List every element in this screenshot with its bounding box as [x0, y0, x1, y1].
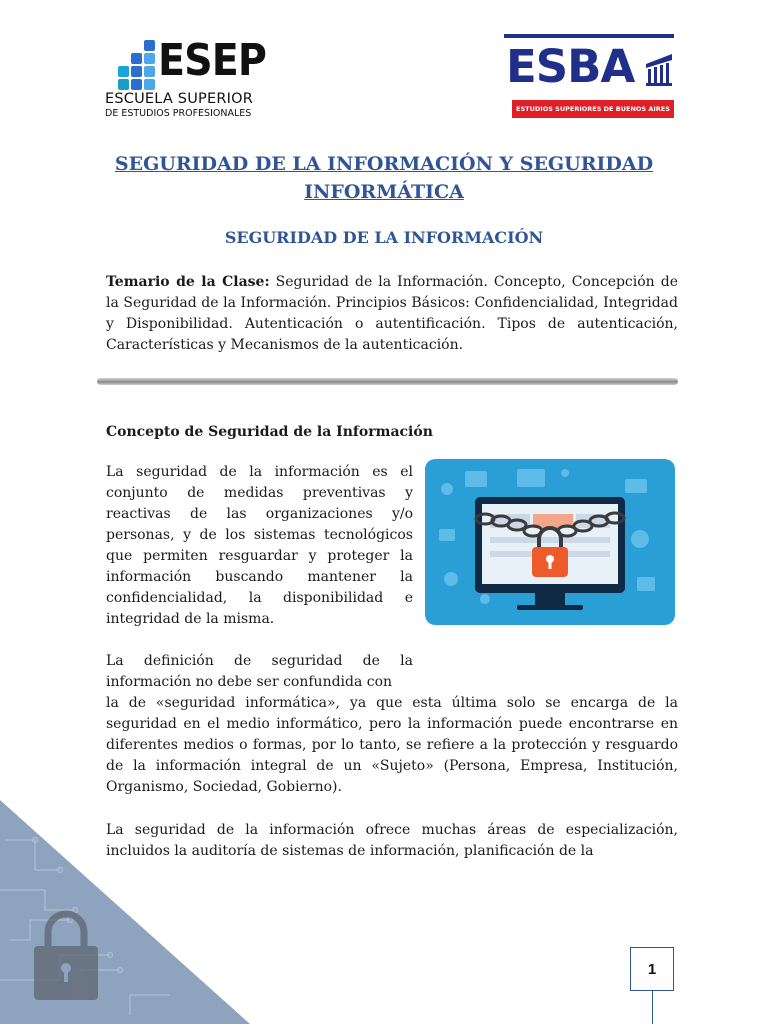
- page-number: 1: [630, 947, 674, 991]
- security-illustration: [425, 459, 675, 625]
- definition-paragraph-continued: la de «seguridad informática», ya que esta última solo se encarga de la seguridad en el medio informático, pero la información puede encontrarse en diferentes medios o formas, por lo tanto, se refiere a la protección y resguardo de la información integral de un «Sujeto» (Persona, Empresa, Institución, Organismo, Sociedad, Gobierno).: [106, 695, 678, 795]
- specialization-paragraph: La seguridad de la información ofrece muchas áreas de especialización, incluidos la auditoría de sistemas de información, planificación de la: [106, 822, 678, 859]
- section-heading: Concepto de Seguridad de la Información: [106, 424, 433, 440]
- esba-logo: [504, 34, 676, 120]
- concept-paragraph: La seguridad de la información es el conjunto de medidas preventivas y reactivas de las organizaciones y/o personas, y de los sistemas tecnológicos que permiten resguardar y proteger la información buscando mantener la confidencialidad, la disponibilidad e integridad de la misma.: [106, 464, 413, 627]
- temario-text: Seguridad de la Información. Concepto, Concepción de la Seguridad de la Información. Principios Básicos: Confidencialidad, Integridad y Disponibilidad. Autenticación o autentificación. Tipos de autenticación, Características y Mecanismos de la autenticación.: [106, 274, 678, 353]
- temario-paragraph: [106, 272, 678, 356]
- esep-subtitle-line2: DE ESTUDIOS PROFESIONALES: [105, 108, 252, 119]
- esep-logo: [104, 36, 274, 122]
- esba-tagline: ESTUDIOS SUPERIORES DE BUENOS AIRES: [512, 100, 674, 118]
- page-number-line: [652, 991, 653, 1024]
- circuit-corner-decoration: [0, 800, 250, 1024]
- temario-label: Temario de la Clase:: [106, 274, 270, 290]
- esep-subtitle-line1: ESCUELA SUPERIOR: [105, 91, 253, 107]
- document-title: SEGURIDAD DE LA INFORMACIÓN Y SEGURIDAD INFORMÁTICA: [114, 153, 654, 203]
- esba-building-icon: [644, 52, 674, 88]
- esba-wordmark: ESBA: [506, 40, 635, 93]
- section-divider: [97, 378, 678, 385]
- document-subtitle: SEGURIDAD DE LA INFORMACIÓN: [224, 228, 544, 247]
- esep-wordmark: ESEP: [158, 35, 267, 86]
- definition-paragraph-start: La definición de seguridad de la información no debe ser confundida con: [106, 653, 413, 690]
- esba-top-line: [504, 34, 674, 38]
